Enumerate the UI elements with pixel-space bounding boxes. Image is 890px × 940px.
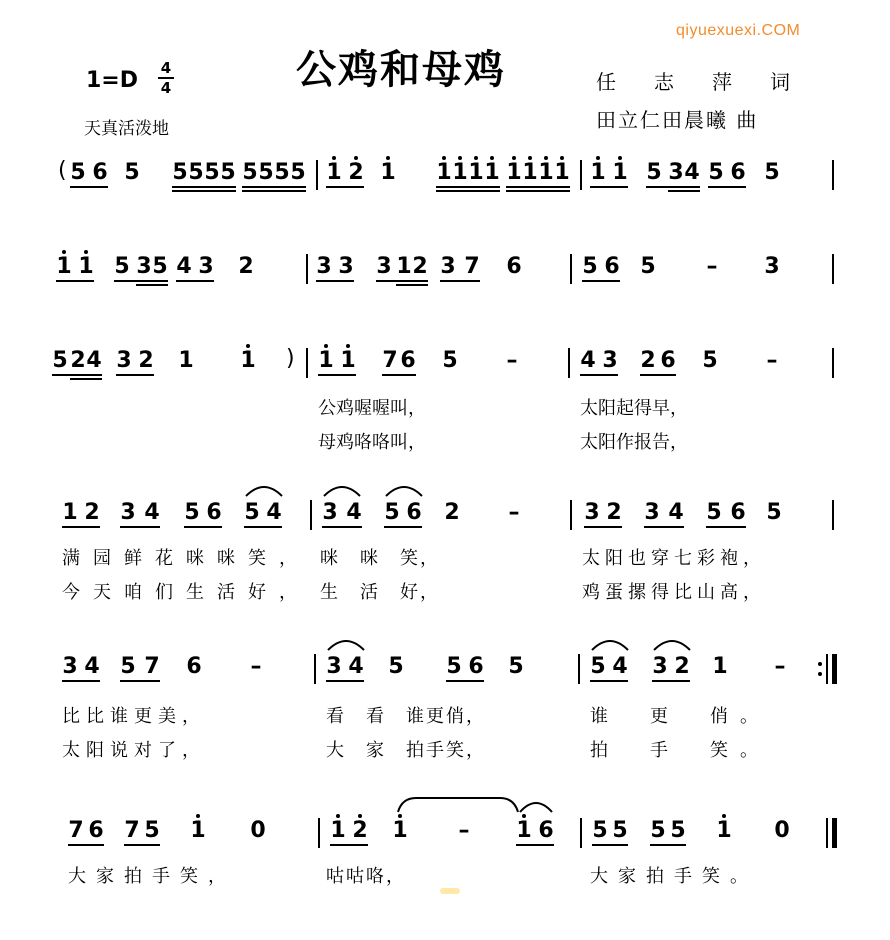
note: 5 [184,500,200,525]
note: 3 [136,254,152,279]
note: 5 [590,654,606,679]
composer-credit: 田立仁田晨曦 曲 [596,108,759,132]
high-dot [490,156,494,160]
underline [582,280,620,282]
note: 5 [70,160,86,185]
note: 2 [674,654,690,679]
high-dot [386,156,390,160]
note: 4 [668,500,684,525]
meter-top: 4 [160,59,172,77]
barline [570,254,572,284]
note: 5 [766,500,782,525]
underline [382,374,416,376]
note: 2 [640,348,656,373]
underline [184,526,222,528]
note: 4 [346,500,362,525]
underline [62,680,100,682]
note: 1 [396,254,412,279]
underline [584,526,622,528]
underline [590,186,628,188]
tempo-marking: 天真活泼地 [84,119,169,139]
note: 5 [646,160,662,185]
high-dot [528,156,532,160]
note: 6 [206,500,222,525]
note: 1 [538,160,554,185]
note: 1 [554,160,570,185]
time-signature [158,60,174,96]
underline [436,186,500,188]
lyric: 谁 更 俏。 [590,706,770,727]
note: 2 [348,160,364,185]
underline [120,680,160,682]
underline [590,680,628,682]
high-dot [196,814,200,818]
tie [396,796,520,814]
note: 5 [384,500,400,525]
note: 3 [376,254,392,279]
note: 6 [92,160,108,185]
underline [322,526,362,528]
lyric: 看 看 谁更俏， [326,706,486,727]
note: 6 [538,818,554,843]
note: 7 [144,654,160,679]
score-line-3 [0,348,890,408]
note: 3 [764,254,780,279]
high-dot [324,344,328,348]
note: 5 [388,654,404,679]
note: 3 [584,500,600,525]
note: 1 [392,818,408,843]
note: 3 [116,348,132,373]
underline [52,374,102,376]
high-dot [246,344,250,348]
lyricist-credit: 任志萍词 [596,70,828,94]
underline [326,680,364,682]
note: 5 [582,254,598,279]
high-dot [346,344,350,348]
barline [316,160,318,190]
underline [396,284,428,286]
high-dot [332,156,336,160]
repeat-dot [818,672,822,676]
high-dot [336,814,340,818]
note: 0 [774,818,790,843]
note: 5 [204,160,220,185]
note: 1 [590,160,606,185]
note: 3 [120,500,136,525]
note: 5 [172,160,188,185]
underline [668,190,700,192]
barline [832,500,834,530]
high-dot [398,814,402,818]
underline [316,280,354,282]
final-thick-barline [832,818,837,848]
note: 1 [452,160,468,185]
note: 1 [712,654,728,679]
note: 6 [730,160,746,185]
note: 5 [508,654,524,679]
underline [70,378,102,380]
underline [706,526,746,528]
note: 1 [522,160,538,185]
underline [376,280,428,282]
slur [322,482,362,498]
slur [384,482,424,498]
note: 2 [238,254,254,279]
note: 6 [660,348,676,373]
note: 5 [152,254,168,279]
note: 4 [86,348,102,373]
high-dot [596,156,600,160]
note: 5 [706,500,722,525]
note: 1 [178,348,194,373]
barline [578,654,580,684]
lyric: 咪 咪 笑， [320,548,440,569]
slur [652,636,692,652]
barline [306,348,308,378]
barline [314,654,316,684]
slur [326,636,366,652]
note: 1 [436,160,452,185]
note: 5 [702,348,718,373]
lyric: 太阳说对了， [62,740,206,761]
barline [318,818,320,848]
note: 5 [446,654,462,679]
note: 7 [124,818,140,843]
note: – [458,818,470,843]
barline [826,818,828,848]
underline [172,190,236,192]
note: – [706,254,718,279]
underline [640,374,676,376]
barline [826,654,828,684]
underline [592,844,628,846]
barline [568,348,570,378]
underline [136,284,168,286]
note: 5 [144,818,160,843]
watermark-text: qiyuexuexi.COM [676,22,801,39]
note: 4 [612,654,628,679]
note: 6 [730,500,746,525]
note: 4 [176,254,192,279]
note: 1 [468,160,484,185]
note: – [508,500,520,525]
underline [580,374,618,376]
lyric: 鸡蛋摞得比山高， [582,582,766,603]
note: 4 [84,654,100,679]
note: 1 [330,818,346,843]
barline [306,254,308,284]
underline [440,280,480,282]
underline [172,186,236,188]
note: 1 [340,348,356,373]
score-line-1 [0,160,890,220]
note: 3 [316,254,332,279]
open-paren: ( [58,158,67,183]
note: 2 [84,500,100,525]
note: 3 [644,500,660,525]
note: 5 [708,160,724,185]
high-dot [358,814,362,818]
note: 1 [516,818,532,843]
note: 6 [506,254,522,279]
note: 3 [668,160,684,185]
note: 2 [444,500,460,525]
note: 2 [352,818,368,843]
high-dot [84,250,88,254]
high-dot [560,156,564,160]
note: 1 [56,254,72,279]
high-dot [458,156,462,160]
close-paren: ) [286,346,295,371]
underline [62,526,100,528]
note: 1 [612,160,628,185]
note: 3 [62,654,78,679]
lyric: 太阳起得早， [580,398,688,419]
note: 5 [114,254,130,279]
underline [516,844,554,846]
barline [832,160,834,190]
note: 7 [464,254,480,279]
lyric: 大 家 拍手笑， [326,740,486,761]
high-dot [442,156,446,160]
note: 5 [220,160,236,185]
note: 4 [580,348,596,373]
underline [446,680,484,682]
lyric: 太阳作报告， [580,432,688,453]
barline [832,348,834,378]
note: 5 [612,818,628,843]
note: 3 [198,254,214,279]
underline [326,186,364,188]
underline [114,280,168,282]
key-signature: 1=D [86,68,139,93]
note: 5 [592,818,608,843]
note: 5 [52,348,68,373]
high-dot [474,156,478,160]
high-dot [354,156,358,160]
high-dot [522,814,526,818]
underline [56,280,94,282]
underline [244,526,282,528]
lyric: 拍 手 笑。 [590,740,770,761]
lyric: 大家拍手笑。 [590,866,758,887]
note: 5 [258,160,274,185]
underline [646,186,700,188]
note: 5 [124,160,140,185]
underline [644,526,684,528]
note: 5 [650,818,666,843]
note: – [766,348,778,373]
note: 5 [290,160,306,185]
repeat-dot [818,662,822,666]
barline [570,500,572,530]
song-title: 公鸡和母鸡 [296,47,506,93]
note: 6 [406,500,422,525]
high-dot [512,156,516,160]
note: 5 [188,160,204,185]
note: 1 [484,160,500,185]
note: 2 [606,500,622,525]
note: 1 [506,160,522,185]
lyric: 比比谁更美， [62,706,206,727]
underline [330,844,368,846]
underline [650,844,686,846]
note: 4 [144,500,160,525]
lyric: 大家拍手笑， [68,866,236,887]
note: 6 [604,254,620,279]
note: 5 [670,818,686,843]
underline [176,280,214,282]
note: – [506,348,518,373]
barline [580,818,582,848]
note: 1 [326,160,342,185]
meter-bottom: 4 [160,79,172,97]
note: 1 [318,348,334,373]
note: 2 [138,348,154,373]
underline [242,190,306,192]
underline [436,190,500,192]
score-line-2 [0,254,890,314]
underline [384,526,422,528]
end-repeat-thick-barline [832,654,837,684]
note: 1 [62,500,78,525]
note: 3 [440,254,456,279]
note: 3 [338,254,354,279]
note: 5 [274,160,290,185]
note: 5 [640,254,656,279]
note: 2 [70,348,86,373]
note: 0 [250,818,266,843]
note: 3 [652,654,668,679]
underline [68,844,104,846]
underline [242,186,306,188]
note: 3 [326,654,342,679]
note: 4 [266,500,282,525]
underline [506,186,570,188]
note: 5 [120,654,136,679]
lyric: 咕咕咯， [326,866,406,887]
underline [318,374,356,376]
barline [580,160,582,190]
underline [120,526,160,528]
note: 1 [716,818,732,843]
barline [832,254,834,284]
note: – [250,654,262,679]
barline [310,500,312,530]
note: 5 [244,500,260,525]
underline [708,186,746,188]
note: 7 [382,348,398,373]
lyric: 生 活 好， [320,582,440,603]
note: 3 [322,500,338,525]
underline [124,844,160,846]
note: 1 [240,348,256,373]
note: 3 [602,348,618,373]
note: 1 [380,160,396,185]
slur [518,798,554,814]
lyric: 母鸡咯咯叫， [318,432,426,453]
note: 6 [400,348,416,373]
note: 5 [764,160,780,185]
lyric: 公鸡喔喔叫， [318,398,426,419]
note: 2 [412,254,428,279]
note: 6 [88,818,104,843]
underline [70,186,108,188]
note: 1 [78,254,94,279]
note: 4 [348,654,364,679]
note: 6 [468,654,484,679]
high-dot [618,156,622,160]
note: – [774,654,786,679]
note: 7 [68,818,84,843]
high-dot [722,814,726,818]
note: 1 [190,818,206,843]
high-dot [544,156,548,160]
lyric: 今天咱们生活好， [62,582,310,603]
highlight-mark [440,888,460,894]
high-dot [62,250,66,254]
lyric: 太阳也穿七彩袍， [582,548,766,569]
underline [652,680,690,682]
slur [244,482,284,498]
note: 6 [186,654,202,679]
underline [116,374,154,376]
note: 5 [442,348,458,373]
underline [506,190,570,192]
lyric: 满园鲜花咪咪笑， [62,548,310,569]
note: 4 [684,160,700,185]
slur [590,636,630,652]
note: 5 [242,160,258,185]
